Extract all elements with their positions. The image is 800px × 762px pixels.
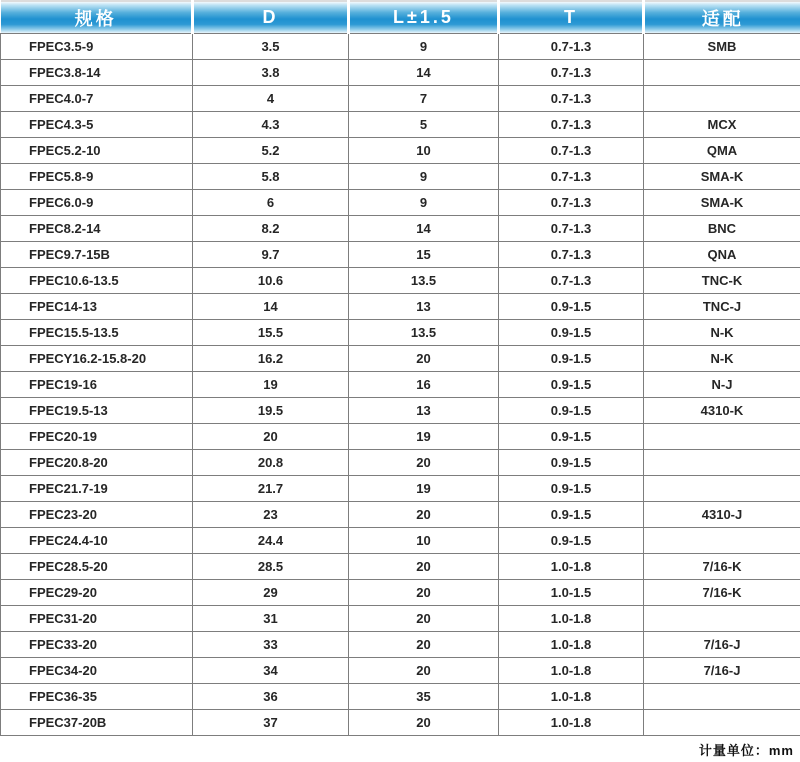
cell-fit [644,86,800,112]
cell-spec: FPEC37-20B [1,710,193,736]
cell-spec: FPEC4.3-5 [1,112,193,138]
cell-d: 20 [193,424,349,450]
cell-l: 20 [349,710,499,736]
table-row [1,112,800,138]
cell-l: 20 [349,346,499,372]
cell-l: 14 [349,60,499,86]
header-d: D [193,1,349,34]
cell-t: 0.7-1.3 [499,268,644,294]
cell-l: 9 [349,164,499,190]
cell-spec: FPEC29-20 [1,580,193,606]
cell-spec: FPEC20-19 [1,424,193,450]
cell-d: 21.7 [193,476,349,502]
cell-spec: FPEC21.7-19 [1,476,193,502]
cell-t: 0.7-1.3 [499,242,644,268]
table-row [1,216,800,242]
cell-t: 0.9-1.5 [499,450,644,476]
cell-fit: BNC [644,216,800,242]
cell-spec: FPEC19-16 [1,372,193,398]
cell-spec: FPEC5.8-9 [1,164,193,190]
cell-fit: SMB [644,34,800,60]
cell-l: 9 [349,34,499,60]
cell-t: 1.0-1.5 [499,580,644,606]
cell-l: 19 [349,476,499,502]
cell-l: 13.5 [349,320,499,346]
cell-spec: FPEC3.8-14 [1,60,193,86]
cell-d: 5.2 [193,138,349,164]
cell-fit: N-K [644,320,800,346]
cell-t: 0.7-1.3 [499,138,644,164]
table-row [1,268,800,294]
table-row [1,294,800,320]
cell-fit [644,684,800,710]
table-row [1,138,800,164]
cell-fit: SMA-K [644,190,800,216]
table-row [1,710,800,736]
cell-t: 0.9-1.5 [499,476,644,502]
cell-l: 20 [349,450,499,476]
cell-t: 1.0-1.8 [499,658,644,684]
cell-spec: FPEC14-13 [1,294,193,320]
cell-l: 13 [349,398,499,424]
cell-d: 36 [193,684,349,710]
table-row [1,684,800,710]
header-row [1,1,800,34]
cell-l: 20 [349,554,499,580]
table-row [1,398,800,424]
cell-d: 33 [193,632,349,658]
header-spec: 规格 [1,1,193,34]
cell-l: 14 [349,216,499,242]
cell-l: 20 [349,632,499,658]
cell-fit [644,710,800,736]
cell-t: 1.0-1.8 [499,606,644,632]
cell-spec: FPEC6.0-9 [1,190,193,216]
cell-fit: MCX [644,112,800,138]
cell-spec: FPEC28.5-20 [1,554,193,580]
cell-d: 10.6 [193,268,349,294]
cell-fit: QNA [644,242,800,268]
cell-l: 13 [349,294,499,320]
cell-t: 0.7-1.3 [499,86,644,112]
cell-t: 1.0-1.8 [499,554,644,580]
cell-fit: 7/16-J [644,632,800,658]
cell-d: 37 [193,710,349,736]
cell-t: 0.7-1.3 [499,164,644,190]
table-row [1,372,800,398]
cell-spec: FPEC15.5-13.5 [1,320,193,346]
table-row [1,606,800,632]
table-row [1,34,800,60]
cell-l: 10 [349,528,499,554]
cell-fit: N-K [644,346,800,372]
cell-spec: FPEC4.0-7 [1,86,193,112]
unit-note: 计量单位：mm [698,743,794,758]
cell-spec: FPEC8.2-14 [1,216,193,242]
cell-t: 0.7-1.3 [499,190,644,216]
table-row [1,632,800,658]
cell-fit: N-J [644,372,800,398]
cell-t: 0.9-1.5 [499,528,644,554]
cell-t: 0.9-1.5 [499,320,644,346]
cell-d: 19 [193,372,349,398]
cell-fit: 7/16-K [644,580,800,606]
cell-fit [644,60,800,86]
cell-fit [644,424,800,450]
cell-fit: 7/16-K [644,554,800,580]
cell-d: 6 [193,190,349,216]
cell-d: 29 [193,580,349,606]
cell-t: 0.7-1.3 [499,112,644,138]
cell-d: 34 [193,658,349,684]
cell-d: 24.4 [193,528,349,554]
cell-d: 4.3 [193,112,349,138]
table-row [1,476,800,502]
cell-spec: FPEC23-20 [1,502,193,528]
cell-fit [644,476,800,502]
header-fit: 适配 [644,1,800,34]
cell-t: 0.9-1.5 [499,502,644,528]
cell-d: 20.8 [193,450,349,476]
cell-spec: FPEC3.5-9 [1,34,193,60]
cell-d: 23 [193,502,349,528]
table-row [1,502,800,528]
table-row [1,450,800,476]
cell-d: 16.2 [193,346,349,372]
cell-fit: TNC-K [644,268,800,294]
cell-t: 0.7-1.3 [499,34,644,60]
cell-l: 35 [349,684,499,710]
cell-d: 5.8 [193,164,349,190]
cell-d: 3.5 [193,34,349,60]
cell-d: 8.2 [193,216,349,242]
cell-spec: FPEC10.6-13.5 [1,268,193,294]
cell-d: 28.5 [193,554,349,580]
header-l: L±1.5 [349,1,499,34]
cell-l: 7 [349,86,499,112]
cell-t: 0.9-1.5 [499,372,644,398]
table-row [1,424,800,450]
cell-t: 0.9-1.5 [499,346,644,372]
cell-fit: QMA [644,138,800,164]
table-row [1,86,800,112]
cell-l: 20 [349,658,499,684]
table-row [1,320,800,346]
table-row [1,60,800,86]
cell-d: 15.5 [193,320,349,346]
cell-spec: FPEC20.8-20 [1,450,193,476]
cell-d: 14 [193,294,349,320]
cell-spec: FPEC36-35 [1,684,193,710]
table-header [1,1,800,34]
cell-t: 1.0-1.8 [499,684,644,710]
cell-t: 0.7-1.3 [499,60,644,86]
cell-spec: FPEC19.5-13 [1,398,193,424]
table-row [1,528,800,554]
cell-fit: TNC-J [644,294,800,320]
cell-fit [644,606,800,632]
cell-l: 10 [349,138,499,164]
cell-spec: FPECY16.2-15.8-20 [1,346,193,372]
cell-t: 0.7-1.3 [499,216,644,242]
table-row [1,190,800,216]
table-row [1,554,800,580]
cell-l: 9 [349,190,499,216]
cell-t: 0.9-1.5 [499,424,644,450]
cell-d: 31 [193,606,349,632]
table-row [1,242,800,268]
cell-fit: SMA-K [644,164,800,190]
cell-spec: FPEC31-20 [1,606,193,632]
table-row [1,346,800,372]
cell-d: 4 [193,86,349,112]
table-row [1,658,800,684]
cell-fit [644,528,800,554]
cell-l: 20 [349,502,499,528]
table-body [1,34,800,736]
cell-l: 20 [349,606,499,632]
cell-l: 16 [349,372,499,398]
cell-spec: FPEC34-20 [1,658,193,684]
cell-d: 3.8 [193,60,349,86]
cell-l: 19 [349,424,499,450]
cell-fit: 7/16-J [644,658,800,684]
table-row [1,580,800,606]
cell-l: 13.5 [349,268,499,294]
cell-spec: FPEC9.7-15B [1,242,193,268]
cell-t: 1.0-1.8 [499,710,644,736]
cell-fit: 4310-K [644,398,800,424]
table-row [1,164,800,190]
cell-spec: FPEC33-20 [1,632,193,658]
cell-l: 15 [349,242,499,268]
cell-t: 0.9-1.5 [499,294,644,320]
cell-l: 5 [349,112,499,138]
cell-d: 9.7 [193,242,349,268]
header-t: T [499,1,644,34]
cell-l: 20 [349,580,499,606]
cell-fit: 4310-J [644,502,800,528]
cell-d: 19.5 [193,398,349,424]
cell-spec: FPEC24.4-10 [1,528,193,554]
cell-spec: FPEC5.2-10 [1,138,193,164]
cell-fit [644,450,800,476]
cell-t: 0.9-1.5 [499,398,644,424]
cell-t: 1.0-1.8 [499,632,644,658]
